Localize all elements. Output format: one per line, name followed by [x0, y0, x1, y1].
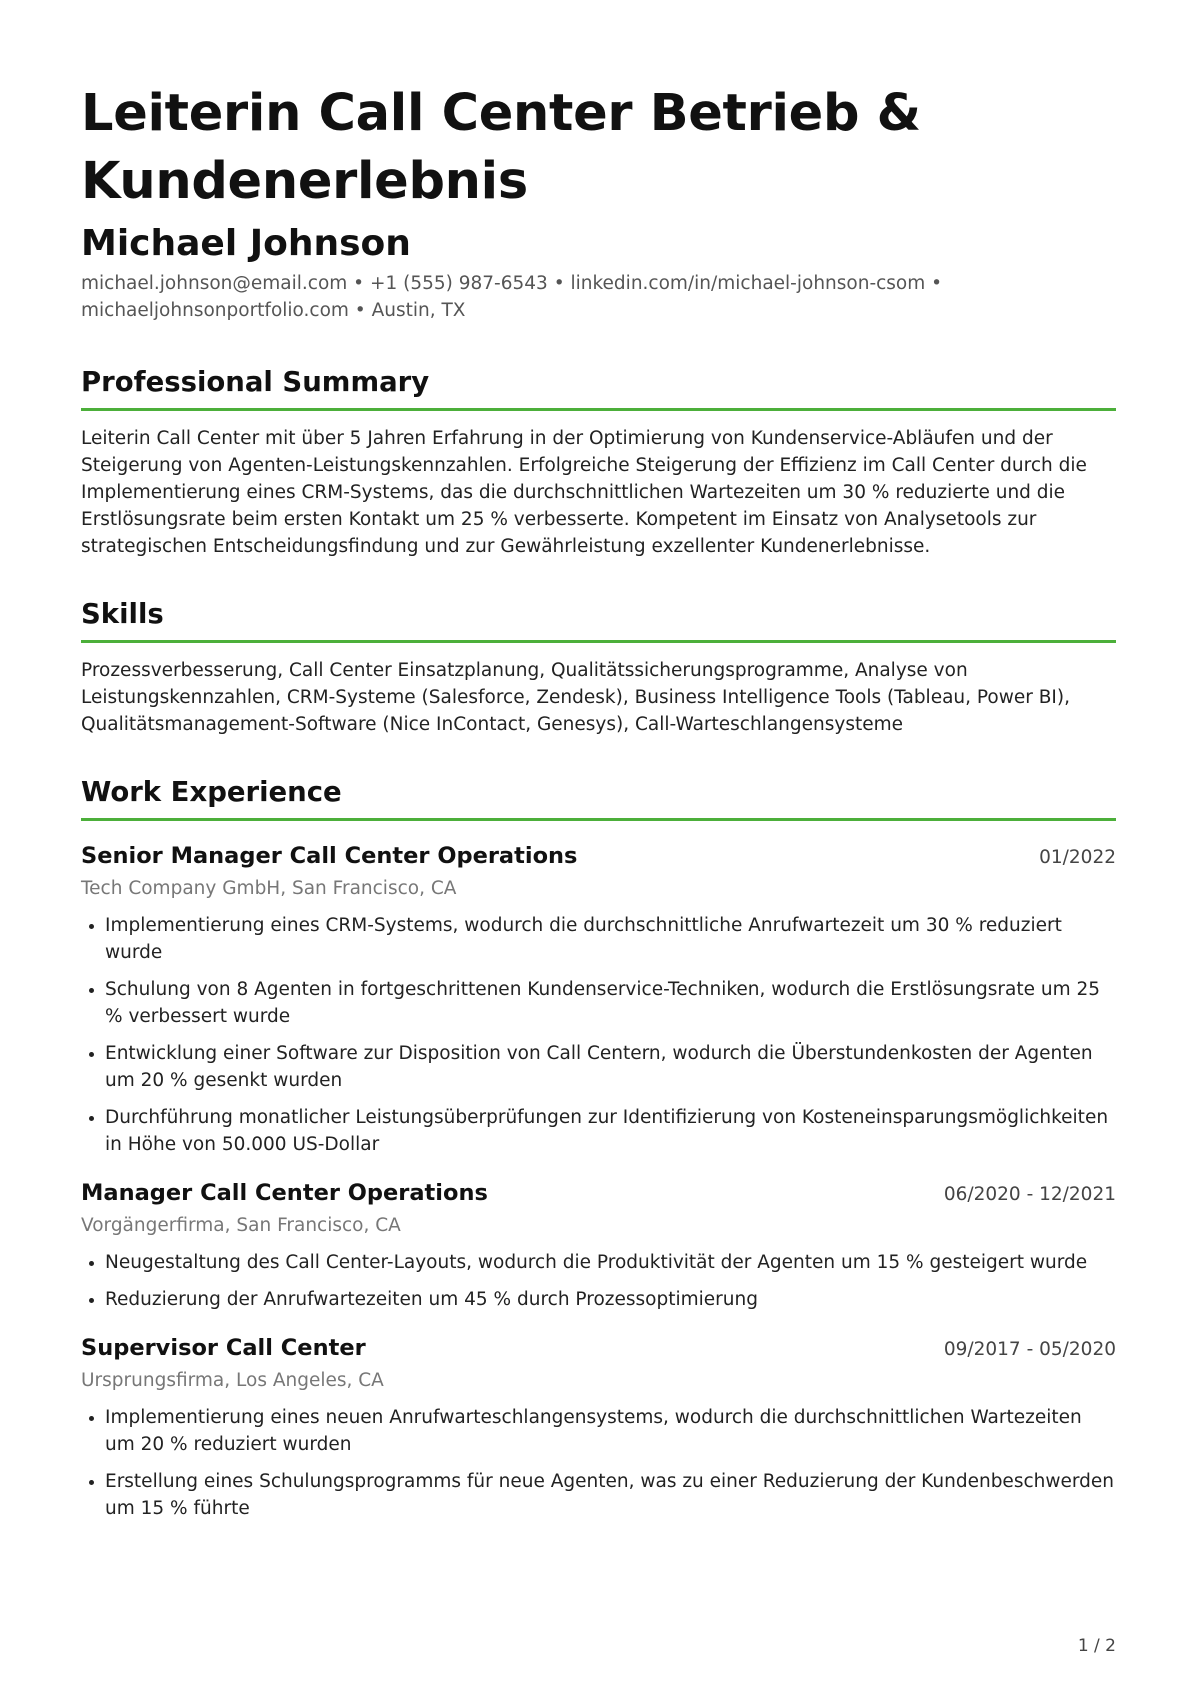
bullet-text: Schulung von 8 Agenten in fortgeschrittenen Kundenservice-Techniken, wodurch die Erstlösungsrate um 25 % verbessert wurde — [105, 979, 1101, 1027]
job-date: 01/2022 — [1039, 847, 1116, 868]
bullet-text: Durchführung monatlicher Leistungsüberprüfungen zur Identifizierung von Kosteneinsparungsmöglichkeiten in Höhe von 50.000 US-Dollar — [105, 1107, 1109, 1155]
bullet-icon — [89, 1052, 94, 1057]
bullet-item — [81, 1040, 1116, 1094]
bullet-icon — [89, 1416, 94, 1421]
section-heading: Skills — [81, 596, 1116, 643]
candidate-name: Michael Johnson — [81, 223, 411, 264]
bullet-item — [81, 1404, 1116, 1458]
bullet-icon — [89, 1261, 94, 1266]
bullet-icon — [89, 1480, 94, 1485]
bullet-item — [81, 1249, 1116, 1276]
skills-section — [81, 596, 1116, 738]
page-number: 1 / 2 — [1077, 1636, 1116, 1656]
bullet-icon — [89, 1298, 94, 1303]
job-header — [81, 841, 1116, 871]
section-heading: Professional Summary — [81, 364, 1116, 411]
summary-text: Leiterin Call Center mit über 5 Jahren Erfahrung in der Optimierung von Kundenservice-Abläufen und der Steigerung von Agenten-Leistungskennzahlen. Erfolgreiche Steigerung der Effizienz im Call Center durch die Implementierung eines CRM-Systems, das die durchschnittlichen Wartezeiten um 30 % reduzierte und die Erstlösungsrate beim ersten Kontakt um 25 % verbesserte. Kompetent im Einsatz von Analysetools zur strategischen Entscheidungsfindung und zur Gewährleistung exzellenter Kundenerlebnisse. — [81, 428, 1087, 557]
work-experience-section — [81, 774, 1116, 1522]
job-company: Vorgängerfirma, San Francisco, CA — [81, 1215, 401, 1236]
contact-info — [81, 270, 1116, 324]
bullet-item — [81, 976, 1116, 1030]
bullet-text: Neugestaltung des Call Center-Layouts, wodurch die Produktivität der Agenten um 15 % gesteigert wurde — [105, 1252, 1088, 1273]
job-company: Ursprungsfirma, Los Angeles, CA — [81, 1370, 384, 1391]
job-header — [81, 1333, 1116, 1363]
bullet-text: Reduzierung der Anrufwartezeiten um 45 % durch Prozessoptimierung — [105, 1289, 758, 1310]
bullet-icon — [89, 988, 94, 993]
contact-line: michael.johnson@email.com • +1 (555) 987-6543 • linkedin.com/in/michael-johnson-csom • — [81, 273, 943, 294]
bullet-item — [81, 912, 1116, 966]
job-date: 06/2020 - 12/2021 — [943, 1184, 1116, 1205]
document-title: Leiterin Call Center Betrieb & Kundenerlebnis — [81, 84, 921, 211]
job-date: 09/2017 - 05/2020 — [943, 1339, 1116, 1360]
job-entry — [81, 1333, 1116, 1522]
job-header — [81, 1178, 1116, 1208]
job-title: Senior Manager Call Center Operations — [81, 843, 578, 869]
bullet-item — [81, 1468, 1116, 1522]
job-entry — [81, 841, 1116, 1158]
job-title: Manager Call Center Operations — [81, 1180, 488, 1206]
bullet-item — [81, 1286, 1116, 1313]
job-bullets — [81, 1249, 1116, 1313]
job-entry — [81, 1178, 1116, 1313]
bullet-text: Entwicklung einer Software zur Disposition von Call Centern, wodurch die Überstundenkosten der Agenten um 20 % gesenkt wurden — [105, 1043, 1093, 1091]
bullet-text: Implementierung eines CRM-Systems, wodurch die durchschnittliche Anrufwartezeit um 30 % reduziert wurde — [105, 915, 1062, 963]
bullet-icon — [89, 1116, 94, 1121]
job-bullets — [81, 912, 1116, 1158]
summary-section — [81, 364, 1116, 560]
bullet-text: Erstellung eines Schulungsprogramms für neue Agenten, was zu einer Reduzierung der Kundenbeschwerden um 15 % führte — [105, 1471, 1114, 1519]
bullet-icon — [89, 924, 94, 929]
job-title: Supervisor Call Center — [81, 1335, 366, 1361]
contact-line: michaeljohnsonportfolio.com • Austin, TX — [81, 300, 466, 321]
skills-text: Prozessverbesserung, Call Center Einsatzplanung, Qualitätssicherungsprogramme, Analyse von Leistungskennzahlen, CRM-Systeme (Salesforce, Zendesk), Business Intelligence Tools (Tableau, Power BI), Qualitätsmanagement-Software (Nice InContact, Genesys), Call-Warteschlangensysteme — [81, 660, 1070, 735]
section-heading: Work Experience — [81, 774, 1116, 821]
job-company: Tech Company GmbH, San Francisco, CA — [81, 878, 457, 899]
bullet-item — [81, 1104, 1116, 1158]
bullet-text: Implementierung eines neuen Anrufwarteschlangensystems, wodurch die durchschnittlichen Wartezeiten um 20 % reduziert wurden — [105, 1407, 1082, 1455]
job-bullets — [81, 1404, 1116, 1522]
